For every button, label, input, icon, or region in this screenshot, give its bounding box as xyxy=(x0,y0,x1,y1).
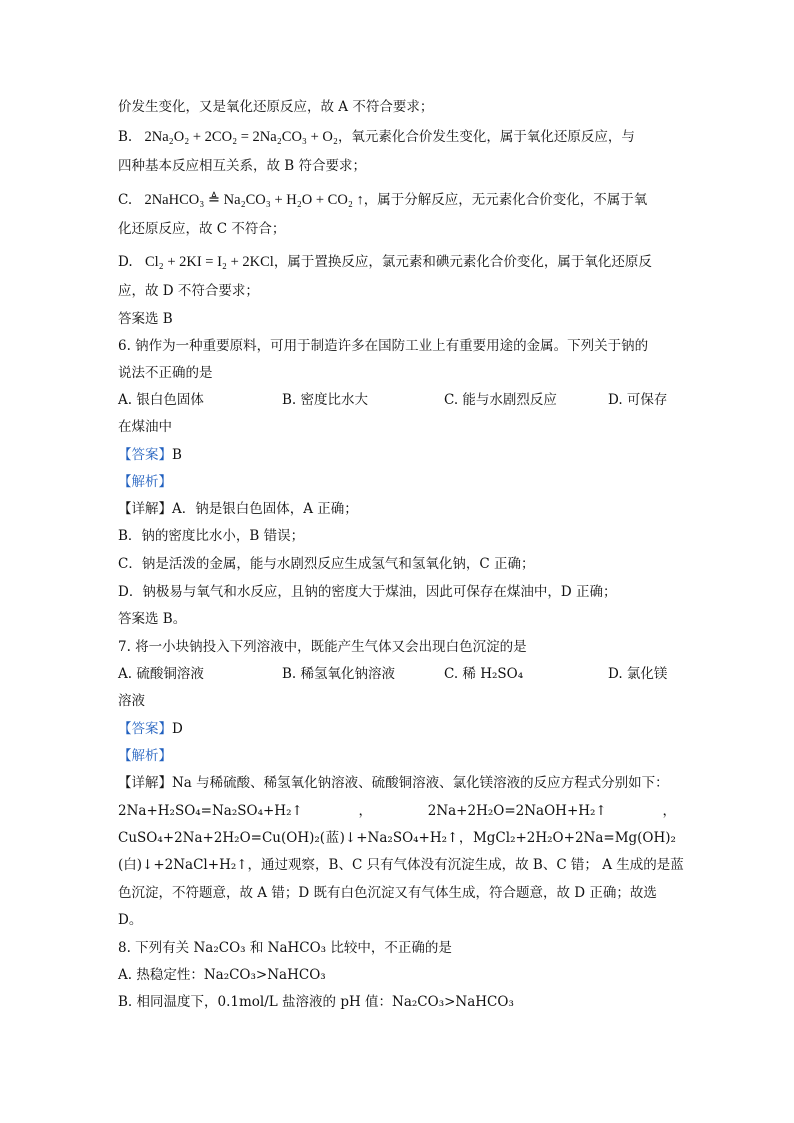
equation-3a: CuSO₄+2Na+2H₂O=Cu(OH)₂( xyxy=(118,830,326,846)
option-a: A. 硫酸铜溶液 xyxy=(118,666,204,682)
option-b-line xyxy=(118,128,635,146)
separator: ， xyxy=(662,803,676,819)
equation-3c: )↓+Na₂SO₄+H₂↑ xyxy=(339,830,459,846)
equation-b: 2Na₂O₂ + 2CO₂ = 2Na₂CO₃ + O₂ xyxy=(144,129,338,145)
option-a: A. 银白色固体 xyxy=(118,392,204,408)
option-label: B. xyxy=(118,129,133,145)
prev-text-line: 四种基本反应相互关系，故 B 符合要求； xyxy=(118,158,367,174)
prev-text-line: 应，故 D 不符合要求； xyxy=(118,283,259,299)
detail-line: 色沉淀，不符题意，故 A 错；D 既有白色沉淀又有气体生成，符合题意，故 D 正确；故选 xyxy=(118,885,657,901)
option-d-continued: 溶液 xyxy=(118,693,145,709)
detail-line: D。 xyxy=(118,912,143,928)
answer-tag: 【答案】 xyxy=(118,721,172,737)
option-b: B. 密度比水大 xyxy=(282,392,369,408)
detail-line: B．钠的密度比水小，B 错误； xyxy=(118,528,305,544)
option-d: D. 氯化镁 xyxy=(608,666,668,682)
separator: ， xyxy=(358,803,373,819)
detail-line: 【详解】Na 与稀硫酸、稀氢氧化钠溶液、硫酸铜溶液、氯化镁溶液的反应方程式分别如下： xyxy=(118,775,669,791)
equation-2: 2Na+2H₂O=2NaOH+H₂↑ xyxy=(427,803,607,819)
prev-text-line: 价发生变化，又是氧化还原反应，故 A 不符合要求； xyxy=(118,99,434,115)
equation-d: Cl₂ + 2KI = I₂ + 2KCl xyxy=(144,254,274,270)
separator: ， xyxy=(458,830,473,846)
option-d-text: ，属于置换反应，氯元素和碘元素化合价变化，属于氧化还原反 xyxy=(273,254,652,270)
conclusion-line: 答案选 B。 xyxy=(118,611,187,627)
question-7-stem: 7. 将一小块钠投入下列溶液中，既能产生气体又会出现白色沉淀的是 xyxy=(118,639,527,655)
equation-row xyxy=(118,829,676,847)
detail-line: D．钠极易与氧气和水反应，且钠的密度大于煤油，因此可保存在煤油中，D 正确； xyxy=(118,584,617,600)
option-d: D. 可保存 xyxy=(608,392,668,408)
equation-c: 2NaHCO₃ ≜ Na₂CO₃ + H₂O + CO₂ ↑ xyxy=(144,192,364,208)
question-7-options xyxy=(118,665,678,683)
question-6-stem: 6. 钠作为一种重要原料，可用于制造许多在国防工业上有重要用途的金属。下列关于钠的 xyxy=(118,338,649,354)
option-b-text: ，氧元素化合价发生变化，属于氧化还原反应，与 xyxy=(337,129,635,145)
option-label: D. xyxy=(118,254,133,270)
equation-4: MgCl₂+2H₂O+2Na=Mg(OH)₂ xyxy=(472,830,676,846)
option-a: A. 热稳定性：Na₂CO₃>NaHCO₃ xyxy=(118,967,326,983)
option-b: B. 稀氢氧化钠溶液 xyxy=(282,666,396,682)
prev-text-line: 化还原反应，故 C 不符合； xyxy=(118,221,286,237)
detail-line: 【详解】A．钠是银白色固体，A 正确； xyxy=(118,501,358,517)
answer-line: 答案选 B xyxy=(118,311,173,327)
option-c: C. 稀 H₂SO₄ xyxy=(444,666,524,682)
question-6-options xyxy=(118,391,678,409)
option-b: B. 相同温度下，0.1mol/L 盐溶液的 pH 值：Na₂CO₃>NaHCO₃ xyxy=(118,994,514,1010)
analysis-tag: 【解析】 xyxy=(118,474,172,490)
detail-line: C．钠是活泼的金属，能与水剧烈反应生成氢气和氢氧化钠，C 正确； xyxy=(118,556,535,572)
answer-line xyxy=(118,446,182,464)
equation-3b: 蓝 xyxy=(325,830,340,846)
analysis-tag: 【解析】 xyxy=(118,748,172,764)
option-d-line xyxy=(118,253,652,271)
answer-value: B xyxy=(172,447,182,463)
answer-line xyxy=(118,720,183,738)
option-c-text: ，属于分解反应，无元素化合价变化，不属于氧 xyxy=(363,192,648,208)
question-8-stem: 8. 下列有关 Na₂CO₃ 和 NaHCO₃ 比较中，不正确的是 xyxy=(118,940,452,956)
option-label: C. xyxy=(118,192,133,208)
option-c: C. 能与水剧烈反应 xyxy=(444,392,557,408)
option-c-line xyxy=(118,191,647,209)
equation-row xyxy=(118,802,676,820)
detail-line: (白)↓+2NaCl+H₂↑，通过观察，B、C 只有气体没有沉淀生成，故 B、C 错； A 生成的是蓝 xyxy=(118,857,684,873)
question-6-stem: 说法不正确的是 xyxy=(118,365,213,381)
answer-tag: 【答案】 xyxy=(118,447,172,463)
equation-1: 2Na+H₂SO₄=Na₂SO₄+H₂↑ xyxy=(118,803,303,819)
option-d-continued: 在煤油中 xyxy=(118,419,172,435)
answer-value: D xyxy=(172,721,183,737)
